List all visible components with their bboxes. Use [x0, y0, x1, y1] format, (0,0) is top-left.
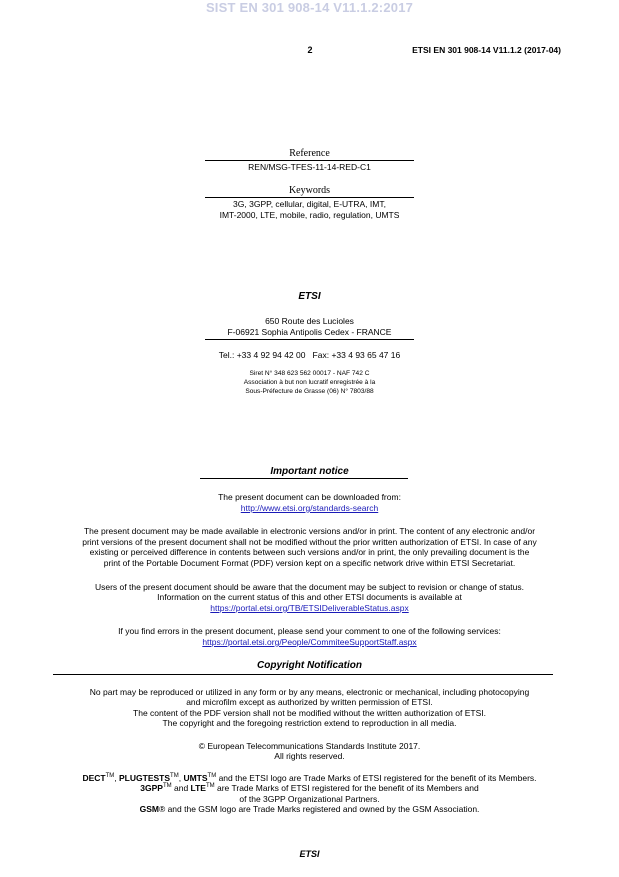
- etsi-address-1: 650 Route des Lucioles: [265, 316, 354, 326]
- etsi-name: ETSI: [298, 291, 321, 302]
- siret-line-2: Association à but non lucratif enregistrée à la: [243, 379, 376, 386]
- notice-p1-line-4: print of the Portable Document Format (PDF) version kept on a specific network drive within ETSI Secretariat.: [103, 558, 516, 568]
- trademark-line-4: GSM® and the GSM logo are Trade Marks registered and owned by the GSM Association.: [139, 804, 480, 814]
- keywords-rule: [205, 197, 414, 198]
- notice-p1-line-1: The present document may be made available in electronic versions and/or in print. The content of any electronic and/or: [83, 526, 536, 536]
- reference-label: Reference: [289, 148, 330, 159]
- copyright-rule: [53, 674, 553, 675]
- trademark-line-1: DECT™, PLUGTESTS™, UMTS™ and the ETSI logo are Trade Marks of ETSI registered for the benefit of its Members.: [82, 773, 537, 783]
- copyright-holder: © European Telecommunications Standards Institute 2017.: [198, 741, 421, 751]
- deliverable-status-link[interactable]: https://portal.etsi.org/TB/ETSIDeliverableStatus.aspx: [210, 603, 409, 613]
- notice-p1-line-3: existing or perceived difference in contents between such versions and/or in print, the only prevailing document is the: [89, 547, 530, 557]
- etsi-address-2: F-06921 Sophia Antipolis Cedex - FRANCE: [227, 327, 392, 337]
- status-link-wrap: [0, 603, 619, 614]
- reference-value: REN/MSG-TFES-11-14-RED-C1: [248, 162, 371, 172]
- page-number: 2: [307, 45, 313, 55]
- notice-p2-line-2: Information on the current status of this and other ETSI documents is available at: [157, 592, 462, 602]
- footer-etsi: ETSI: [299, 849, 320, 859]
- trademark-line-2: 3GPP™ and LTE™ are Trade Marks of ETSI registered for the benefit of its Members and: [140, 783, 479, 793]
- reference-rule: [205, 160, 414, 161]
- keywords-line-1: 3G, 3GPP, cellular, digital, E-UTRA, IMT,: [233, 199, 386, 209]
- copyright-line-3: The content of the PDF version shall not be modified without the written authorization of ETSI.: [133, 708, 486, 718]
- keywords-line-2: IMT-2000, LTE, mobile, radio, regulation, UMTS: [219, 210, 400, 220]
- address-rule: [205, 339, 414, 340]
- notice-p3-line-1: If you find errors in the present document, please send your comment to one of the following services:: [118, 626, 501, 636]
- notice-p2-line-1: Users of the present document should be aware that the document may be subject to revision or change of status.: [94, 582, 525, 592]
- important-notice-title: Important notice: [270, 466, 349, 477]
- siret-line-1: Siret N° 348 623 562 00017 - NAF 742 C: [249, 370, 370, 377]
- copyright-line-2: and microfilm except as authorized by written permission of ETSI.: [186, 697, 433, 707]
- keywords-label: Keywords: [288, 185, 331, 196]
- trademark-line-3: of the 3GPP Organizational Partners.: [239, 794, 380, 804]
- etsi-phone-fax: Tel.: +33 4 92 94 42 00 Fax: +33 4 93 65 47 16: [218, 350, 401, 360]
- notice-p1-line-2: print versions of the present document shall not be modified without the prior written authorization of ETSI. In case of any: [82, 537, 537, 547]
- copyright-line-4: The copyright and the foregoing restriction extend to reproduction in all media.: [162, 718, 457, 728]
- copyright-title: Copyright Notification: [257, 660, 362, 671]
- download-link[interactable]: http://www.etsi.org/standards-search: [240, 503, 379, 513]
- copyright-line-1: No part may be reproduced or utilized in any form or by any means, electronic or mechanical, including photocopying: [89, 687, 530, 697]
- watermark: SIST EN 301 908-14 V11.1.2:2017: [205, 0, 414, 15]
- download-link-wrap: [0, 503, 619, 514]
- important-notice-rule: [200, 478, 408, 479]
- support-link-wrap: [0, 637, 619, 648]
- rights-reserved: All rights reserved.: [274, 751, 345, 761]
- download-text: The present document can be downloaded from:: [218, 492, 401, 502]
- document-id: ETSI EN 301 908-14 V11.1.2 (2017-04): [412, 45, 561, 55]
- siret-line-3: Sous-Préfecture de Grasse (06) N° 7803/88: [245, 388, 374, 395]
- support-staff-link[interactable]: https://portal.etsi.org/People/CommiteeSupportStaff.aspx: [202, 637, 417, 647]
